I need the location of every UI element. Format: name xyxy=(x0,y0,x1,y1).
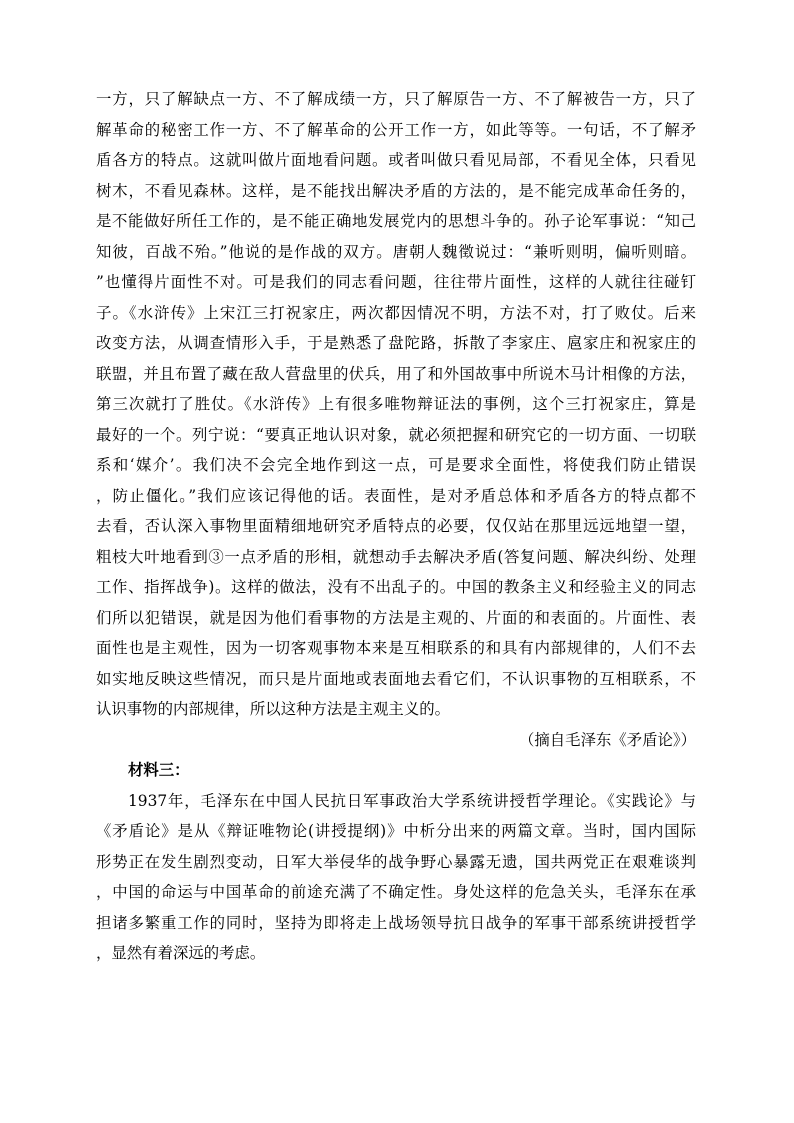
text-line: 工作、指挥战争)。这样的做法，没有不出乱子的。中国的教条主义和经验主义的同志 xyxy=(96,578,696,596)
text-line: 解革命的秘密工作一方、不了解革命的公开工作一方，如此等等。一句话，不了解矛 xyxy=(96,120,696,139)
text-line: 改变方法，从调查情形入手，于是熟悉了盘陀路，拆散了李家庄、扈家庄和祝家庄的 xyxy=(96,334,696,352)
text-line: ，中国的命运与中国革命的前途充满了不确定性。身处这样的危急关头，毛泽东在承 xyxy=(96,883,696,901)
text-line: 子。《水浒传》上宋江三打祝家庄，两次都因情况不明，方法不对，打了败仗。后来 xyxy=(96,303,696,322)
text-line: 认识事物的内部规律，所以这种方法是主观主义的。 xyxy=(96,700,450,718)
text-line: 联盟，并且布置了藏在敌人营盘里的伏兵，用了和外国故事中所说木马计相像的方法， xyxy=(96,364,696,383)
text-line: ，防止僵化。”我们应该记得他的话。表面性，是对矛盾总体和矛盾各方的特点都不 xyxy=(96,486,696,505)
section-heading: 材料三： xyxy=(128,761,190,779)
text-line: 1937年，毛泽东在中国人民抗日军事政治大学系统讲授哲学理论。《实践论》与 xyxy=(128,791,696,810)
text-line: 面性也是主观性，因为一切客观事物本来是互相联系的和具有内部规律的，人们不去 xyxy=(96,639,696,657)
text-line: 是不能做好所任工作的，是不能正确地发展党内的思想斗争的。孙子论军事说：“知己 xyxy=(96,212,696,230)
text-line: 粗枝大叶地看到③一点矛盾的形相，就想动手去解决矛盾(答复问题、解决纠纷、处理 xyxy=(96,547,696,566)
text-line: 一方，只了解缺点一方、不了解成绩一方，只了解原告一方、不了解被告一方，只了 xyxy=(96,90,696,108)
text-line: 最好的一个。列宁说：“要真正地认识对象，就必须把握和研究它的一切方面、一切联 xyxy=(96,425,696,444)
text-line: 们所以犯错误，就是因为他们看事物的方法是主观的、片面的和表面的。片面性、表 xyxy=(96,608,696,627)
text-line: 第三次就打了胜仗。《水浒传》上有很多唯物辩证法的事例，这个三打祝家庄，算是 xyxy=(96,395,696,413)
text-line: 盾各方的特点。这就叫做片面地看问题。或者叫做只看见局部，不看见全体，只看见 xyxy=(96,151,696,169)
text-line: 形势正在发生剧烈变动，日军大举侵华的战争野心暴露无遗，国共两党正在艰难谈判 xyxy=(96,852,696,871)
text-line: ”也懂得片面性不对。可是我们的同志看问题，往往带片面性，这样的人就往往碰钉 xyxy=(96,273,696,291)
text-line: 如实地反映这些情况，而只是片面地或表面地去看它们，不认识事物的互相联系，不 xyxy=(96,669,696,688)
text-line: 去看，否认深入事物里面精细地研究矛盾特点的必要，仅仅站在那里远远地望一望， xyxy=(96,517,696,535)
text-line: ，显然有着深远的考虑。 xyxy=(96,944,266,962)
text-line: 系和‘媒介’。我们决不会完全地作到这一点，可是要求全面性，将使我们防止错误 xyxy=(96,456,696,474)
source-citation: （摘自毛泽东《矛盾论》） xyxy=(519,730,696,749)
text-line: 知彼，百战不殆。”他说的是作战的双方。唐朝人魏徵说过：“兼听则明，偏听则暗。 xyxy=(96,242,696,261)
text-line: 树木，不看见森林。这样，是不能找出解决矛盾的方法的，是不能完成革命任务的， xyxy=(96,181,696,200)
text-line: 《矛盾论》是从《辩证唯物论(讲授提纲)》中析分出来的两篇文章。当时，国内国际 xyxy=(96,822,696,840)
text-line: 担诸多繁重工作的同时，坚持为即将走上战场领导抗日战争的军事干部系统讲授哲学 xyxy=(96,913,696,932)
